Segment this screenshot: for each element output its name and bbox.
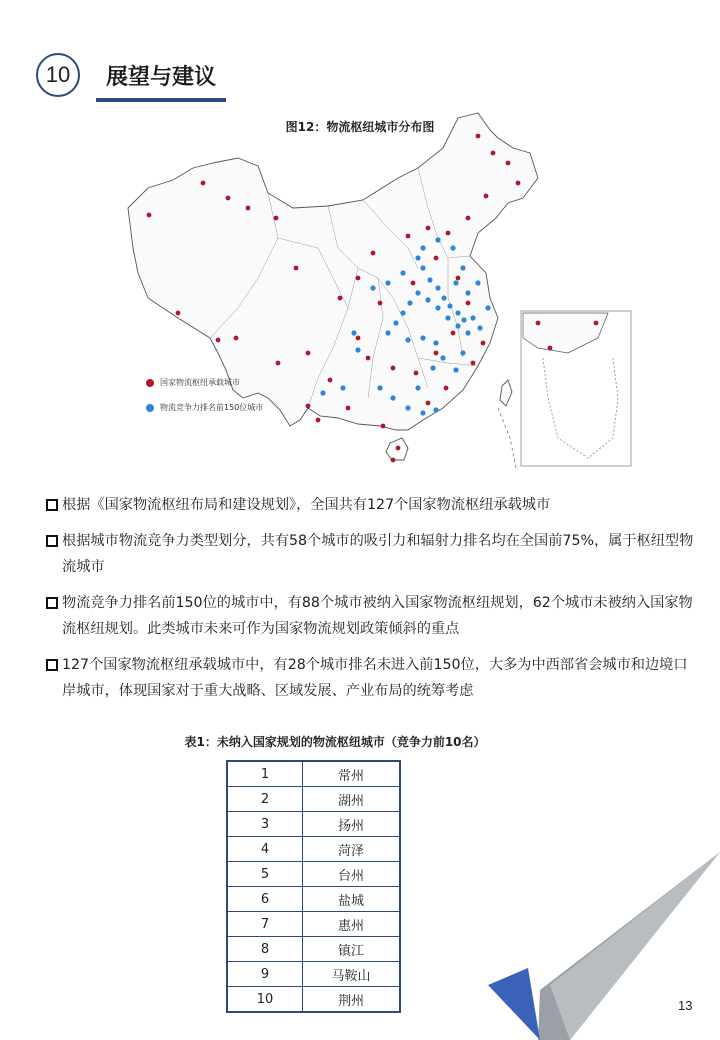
bullet-item [46, 528, 696, 580]
table-row [227, 862, 400, 887]
section-title-underline [96, 98, 226, 102]
city-cell: 盐城 [303, 887, 401, 912]
legend-label-top150: 物流竞争力排名前150位城市 [160, 403, 264, 412]
legend-item-hub [146, 377, 263, 388]
rank-cell: 3 [227, 812, 303, 837]
table-row [227, 987, 400, 1013]
bullet-item [46, 492, 696, 518]
legend-label-hub: 国家物流枢纽承载城市 [160, 378, 240, 387]
table-row [227, 837, 400, 862]
map-legend [146, 377, 263, 427]
ranking-table [226, 760, 401, 1013]
table-row [227, 887, 400, 912]
legend-blue-dot [146, 404, 154, 412]
square-bullet-icon [46, 535, 58, 547]
legend-red-dot [146, 379, 154, 387]
table-row [227, 761, 400, 787]
table-row [227, 812, 400, 837]
bullet-text: 127个国家物流枢纽承载城市中，有28个城市排名未进入前150位，大多为中西部省会城市和边境口岸城市，体现国家对于重大战略、区域发展、产业布局的统筹考虑 [62, 657, 688, 699]
rank-cell: 8 [227, 937, 303, 962]
figure-caption: 图12：物流枢纽城市分布图 [285, 120, 435, 134]
rank-cell: 1 [227, 761, 303, 787]
rank-cell: 9 [227, 962, 303, 987]
city-cell: 菏泽 [303, 837, 401, 862]
section-number-badge [36, 53, 80, 97]
city-cell: 荆州 [303, 987, 401, 1013]
city-cell: 马鞍山 [303, 962, 401, 987]
table-row [227, 962, 400, 987]
city-cell: 常州 [303, 761, 401, 787]
table-row [227, 937, 400, 962]
table-caption: 表1：未纳入国家规划的物流枢纽城市（竞争力前10名） [184, 735, 486, 749]
table-row [227, 912, 400, 937]
page-number: 13 [678, 998, 693, 1013]
city-cell: 台州 [303, 862, 401, 887]
city-cell: 湖州 [303, 787, 401, 812]
rank-cell: 7 [227, 912, 303, 937]
rank-cell: 5 [227, 862, 303, 887]
city-cell: 惠州 [303, 912, 401, 937]
rank-cell: 10 [227, 987, 303, 1013]
city-cell: 镇江 [303, 937, 401, 962]
bullet-list [46, 492, 696, 714]
bullet-text: 根据《国家物流枢纽布局和建设规划》，全国共有127个国家物流枢纽承载城市 [62, 497, 551, 513]
city-cell: 扬州 [303, 812, 401, 837]
taiwan-outline [500, 380, 512, 406]
rank-cell: 4 [227, 837, 303, 862]
rank-cell: 6 [227, 887, 303, 912]
bullet-text: 根据城市物流竞争力类型划分，共有58个城市的吸引力和辐射力排名均在全国前75%，属于枢纽型物流城市 [62, 533, 694, 575]
square-bullet-icon [46, 659, 58, 671]
section-number: 10 [45, 62, 71, 87]
legend-item-top150 [146, 402, 263, 413]
bullet-item [46, 590, 696, 642]
bullet-item [46, 652, 696, 704]
table-row [227, 787, 400, 812]
square-bullet-icon [46, 597, 58, 609]
rank-cell: 2 [227, 787, 303, 812]
section-title: 展望与建议 [106, 65, 217, 90]
bullet-text: 物流竞争力排名前150位的城市中，有88个城市被纳入国家物流枢纽规划，62个城市未被纳入国家物流枢纽规划。此类城市未来可作为国家物流规划政策倾斜的重点 [62, 595, 693, 637]
square-bullet-icon [46, 499, 58, 511]
sea-boundary [498, 408, 516, 468]
